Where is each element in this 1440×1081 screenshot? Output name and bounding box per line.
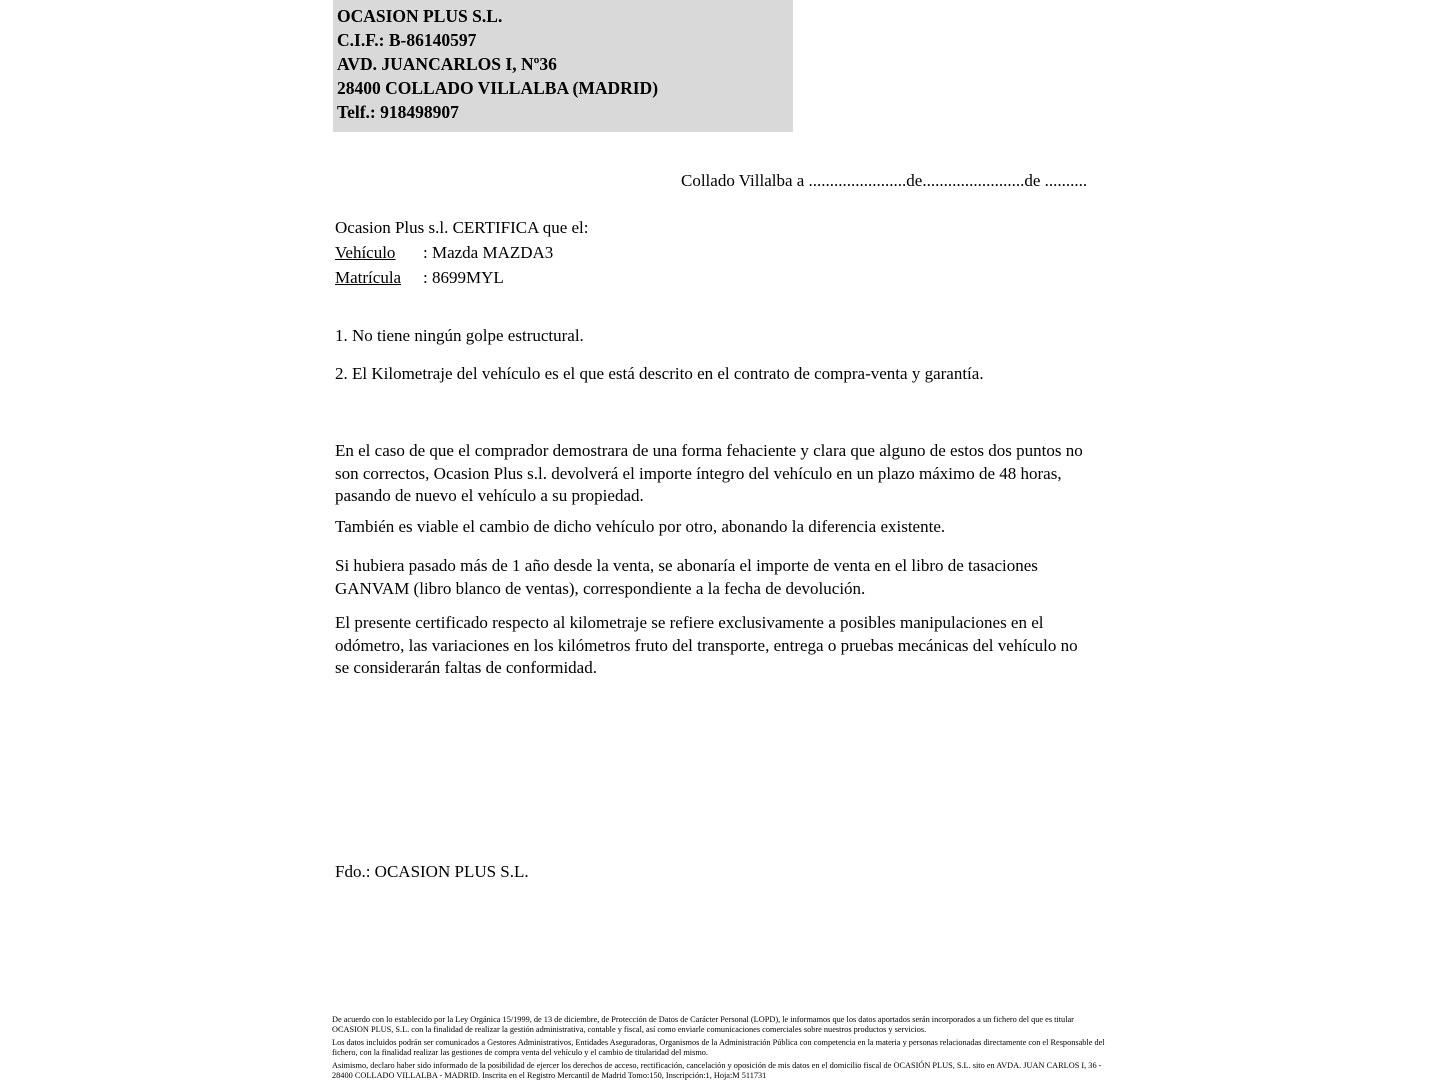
- company-name: OCASION PLUS S.L.: [337, 6, 503, 26]
- vehicle-row: [335, 240, 589, 265]
- company-cif: C.I.F.: B-86140597: [337, 30, 477, 50]
- certifies-intro: Ocasion Plus s.l. CERTIFICA que el:: [335, 218, 589, 237]
- date-line: Collado Villalba a .......................de........................de ..........: [681, 171, 1088, 190]
- plate-label: Matrícula: [335, 268, 402, 287]
- legal-paragraph-1: De acuerdo con lo establecido por la Ley Orgánica 15/1999, de 13 de diciembre, de Protección de Datos de Carácter Personal (LOPD), le informamos que los datos aportados serán incorporados a un fichero del que es titular OCASION PLUS, S.L. con la finalidad de realizar la gestión administrativa, contable y fiscal, así como enviarle comunicaciones comerciales sobre nuestros productos y servicios.: [332, 1015, 1074, 1034]
- company-header-block: [333, 0, 793, 132]
- point-2: 2. El Kilometraje del vehículo es el que está descrito en el contrato de compra-venta y garantía.: [335, 364, 984, 383]
- paragraph-ganvam: Si hubiera pasado más de 1 año desde la venta, se abonaría el importe de venta en el libro de tasaciones GANVAM (libro blanco de ventas), correspondiente a la fecha de devolución.: [335, 556, 1038, 598]
- paragraph-exchange: También es viable el cambio de dicho vehículo por otro, abonando la diferencia existente.: [335, 517, 946, 536]
- plate-value: : 8699MYL: [423, 268, 504, 287]
- vehicle-value: : Mazda MAZDA3: [423, 243, 554, 262]
- company-phone: Telf.: 918498907: [337, 102, 459, 122]
- company-city: 28400 COLLADO VILLALBA (MADRID): [337, 78, 659, 98]
- legal-paragraph-2: Los datos incluidos podrán ser comunicados a Gestores Administrativos, Entidades Aseguradoras, Organismos de la Administración Pública con competencia en la materia y personas relacionadas directamente con el Responsable del fichero, con la finalidad realizar las gestiones de compra venta del vehículo y el cambio de titularidad del mismo.: [332, 1038, 1105, 1057]
- legal-paragraph-3: Asimismo, declaro haber sido informado de la posibilidad de ejercer los derechos de acceso, rectificación, cancelación y oposición de mis datos en el domicilio fiscal de OCASIÓN PLUS, S.L. sito en AVDA. JUAN CARLOS I, 36 - 28400 COLLADO VILLALBA - MADRID. Inscrita en el Registro Mercantil de Madrid Tomo:150, Inscripción:1, Hoja:M 511731: [332, 1061, 1102, 1080]
- paragraph-refund: En el caso de que el comprador demostrara de una forma fehaciente y clara que alguno de estos dos puntos no son correctos, Ocasion Plus s.l. devolverá el importe íntegro del vehículo en un plazo máximo de 48 horas, pasando de nuevo el vehículo a su propiedad.: [335, 441, 1083, 505]
- paragraph-odometer: El presente certificado respecto al kilometraje se refiere exclusivamente a posibles manipulaciones en el odómetro, las variaciones en los kilómetros fruto del transporte, entrega o pruebas mecánicas del vehículo no se considerarán faltas de conformidad.: [335, 613, 1078, 677]
- vehicle-label: Vehículo: [335, 243, 396, 262]
- signature-line: Fdo.: OCASION PLUS S.L.: [335, 862, 529, 881]
- plate-row: [335, 265, 589, 290]
- company-street: AVD. JUANCARLOS I, Nº36: [337, 54, 557, 74]
- legal-footer: [332, 1015, 1110, 1081]
- point-1: 1. No tiene ningún golpe estructural.: [335, 326, 584, 345]
- certifies-block: [335, 215, 589, 290]
